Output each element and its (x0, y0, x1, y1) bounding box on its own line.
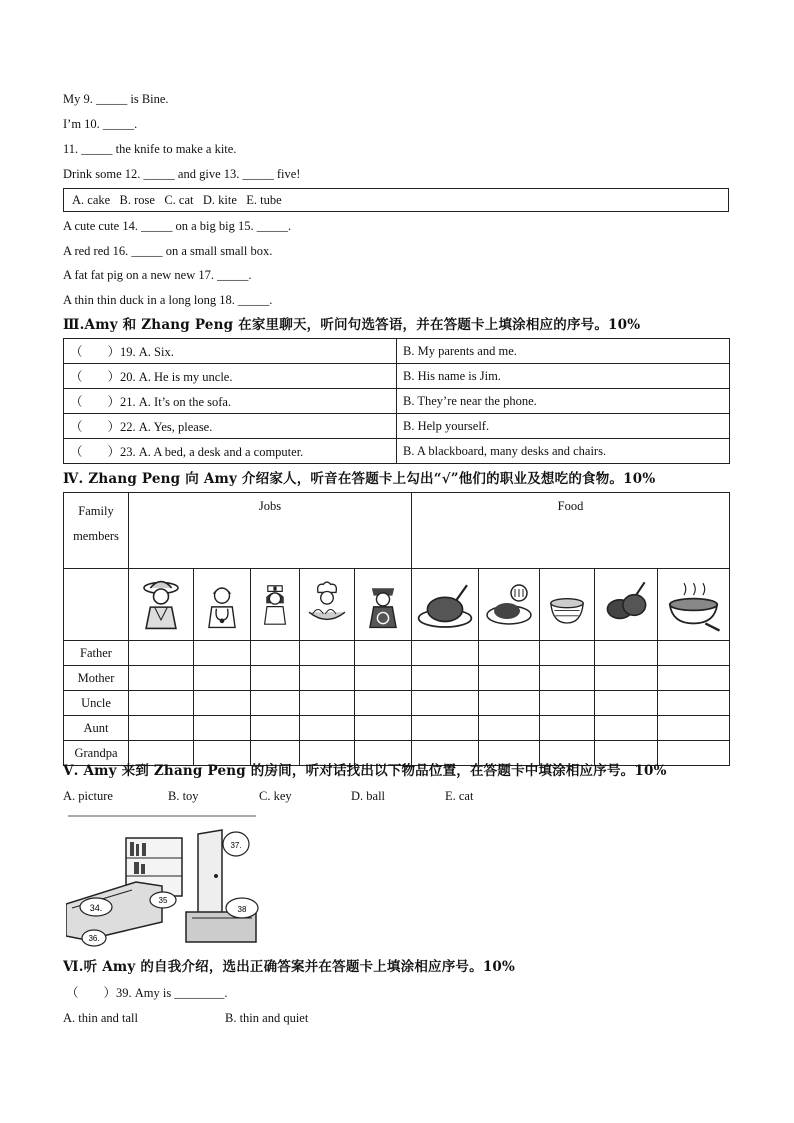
blank-cell (64, 569, 129, 641)
label-35: 35 (158, 896, 168, 905)
food-soup-cell (658, 569, 730, 641)
job-nurse-cell (251, 569, 300, 641)
q23-b: B. A blackboard, many desks and chairs. (397, 439, 730, 464)
option-cat: E. cat (445, 789, 474, 803)
soup-icon (658, 569, 729, 640)
nurse-icon (251, 581, 299, 629)
question-11-line: 11. _____ the knife to make a kite. (63, 142, 237, 156)
section-3-title: Ⅲ.Amy 和 Zhang Peng 在家里聊天，听问句选答语，并在答题卡上填涂相应的序号。10% (63, 317, 641, 333)
noodles-icon (540, 578, 594, 632)
option-key: C. key (259, 789, 292, 803)
q21-a: （ ）21. A. It’s on the sofa. (64, 389, 397, 414)
question-9-line: My 9. _____ is Bine. (63, 92, 169, 106)
member-uncle: Uncle (64, 691, 129, 716)
food-fish-cell (595, 569, 658, 641)
member-grandpa: Grandpa (64, 741, 129, 766)
room-illustration (66, 812, 260, 948)
section-4-table (63, 492, 730, 766)
label-38: 38 (237, 905, 247, 914)
member-father: Father (64, 641, 129, 666)
label-36: 36. (88, 934, 100, 943)
q20-b: B. His name is Jim. (397, 364, 730, 389)
section-5-title: Ⅴ. Amy 来到 Zhang Peng 的房间，听对话找出以下物品位置，在答题卡中填涂相应序号。10% (63, 763, 667, 779)
job-doctor-cell (194, 569, 251, 641)
doctor-icon (194, 577, 250, 633)
answer-39-a: A. thin and tall (63, 1011, 138, 1025)
job-farmer-cell (129, 569, 194, 641)
q19-b: B. My parents and me. (397, 339, 730, 364)
chicken-icon (412, 572, 478, 638)
cook-icon (300, 578, 354, 632)
food-chicken-cell (412, 569, 479, 641)
q20-a: （ ）20. A. He is my uncle. (64, 364, 397, 389)
member-aunt: Aunt (64, 716, 129, 741)
question-17-line: A fat fat pig on a new new 17. _____. (63, 268, 252, 282)
fish-icon (595, 574, 657, 636)
beef-icon (479, 575, 539, 635)
option-toy: B. toy (168, 789, 199, 803)
question-16-line: A red red 16. _____ on a small small box. (63, 244, 273, 258)
food-header: Food (412, 493, 730, 569)
label-37: 37. (230, 841, 242, 850)
member-mother: Mother (64, 666, 129, 691)
question-39: （ ）39. Amy is ________. (66, 986, 228, 1000)
food-beef-cell (479, 569, 540, 641)
section-3-table (63, 338, 730, 464)
answer-39-b: B. thin and quiet (225, 1011, 309, 1025)
question-18-line: A thin thin duck in a long long 18. _____. (63, 293, 273, 307)
family-members-header: Family members (64, 493, 129, 569)
question-14-15-line: A cute cute 14. _____ on a big big 15. _____. (63, 219, 292, 233)
word-options-box: A. cake B. rose C. cat D. kite E. tube (63, 188, 729, 212)
q22-a: （ ）22. A. Yes, please. (64, 414, 397, 439)
q19-a: （ ）19. A. Six. (64, 339, 397, 364)
question-10-line: I’m 10. _____. (63, 117, 138, 131)
option-ball: D. ball (351, 789, 386, 803)
job-driver-cell (355, 569, 412, 641)
label-34: 34. (89, 903, 103, 913)
driver-icon (355, 577, 411, 633)
option-picture: A. picture (63, 789, 113, 803)
job-cook-cell (300, 569, 355, 641)
question-12-13-line: Drink some 12. _____ and give 13. _____ five! (63, 167, 301, 181)
q22-b: B. Help yourself. (397, 414, 730, 439)
section-4-title: Ⅳ. Zhang Peng 向 Amy 介绍家人，听音在答题卡上勾出“√”他们的职业及想吃的食物。10% (63, 471, 656, 487)
farmer-icon (129, 573, 193, 637)
section-6-title: Ⅵ.听 Amy 的自我介绍，选出正确答案并在答题卡上填涂相应序号。10% (63, 959, 516, 975)
q21-b: B. They’re near the phone. (397, 389, 730, 414)
jobs-header: Jobs (129, 493, 412, 569)
q23-a: （ ）23. A. A bed, a desk and a computer. (64, 439, 397, 464)
food-noodles-cell (540, 569, 595, 641)
